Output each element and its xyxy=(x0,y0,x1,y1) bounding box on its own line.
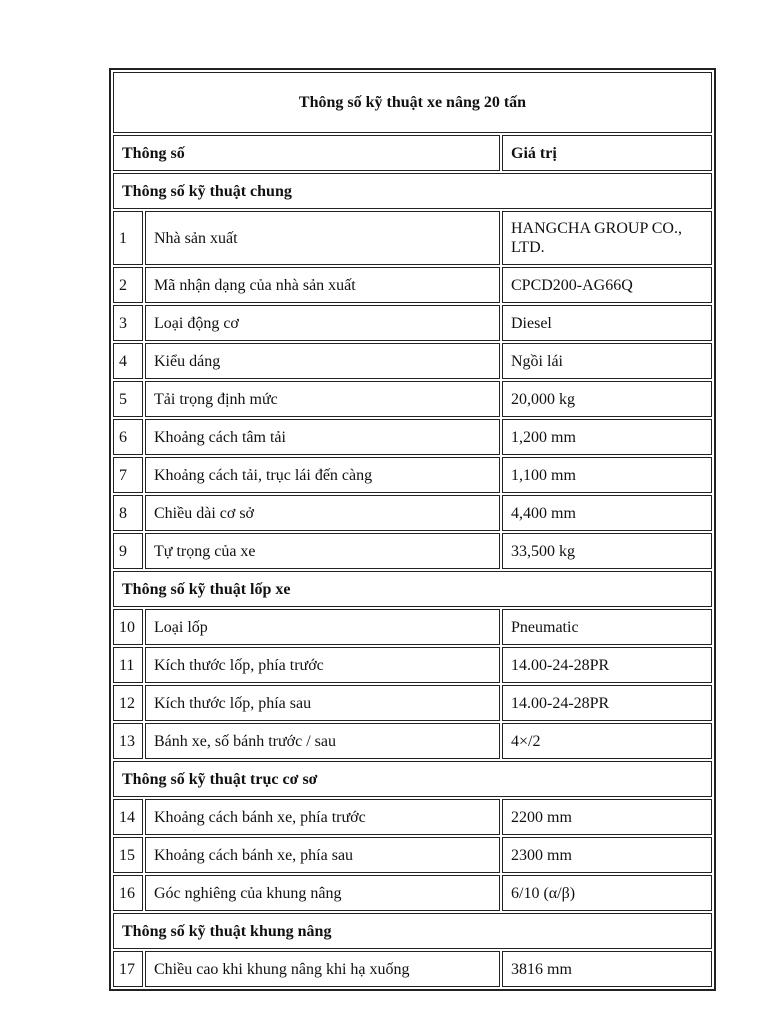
row-number: 8 xyxy=(113,495,143,531)
row-param-name: Tự trọng của xe xyxy=(145,533,500,569)
row-param-value: 33,500 kg xyxy=(502,533,712,569)
row-param-value: 2200 mm xyxy=(502,799,712,835)
row-number: 13 xyxy=(113,723,143,759)
row-param-value: 14.00-24-28PR xyxy=(502,685,712,721)
table-row xyxy=(113,837,712,873)
row-param-value: Pneumatic xyxy=(502,609,712,645)
row-number: 14 xyxy=(113,799,143,835)
row-param-value: 4,400 mm xyxy=(502,495,712,531)
row-param-value: 6/10 (α/β) xyxy=(502,875,712,911)
spec-table xyxy=(109,68,716,991)
row-param-value: 1,200 mm xyxy=(502,419,712,455)
row-number: 17 xyxy=(113,951,143,987)
section-heading: Thông số kỹ thuật chung xyxy=(113,173,712,209)
row-param-value: 1,100 mm xyxy=(502,457,712,493)
row-number: 6 xyxy=(113,419,143,455)
row-number: 1 xyxy=(113,211,143,265)
section-heading: Thông số kỹ thuật trục cơ sơ xyxy=(113,761,712,797)
row-param-name: Kiểu dáng xyxy=(145,343,500,379)
row-param-name: Chiều dài cơ sở xyxy=(145,495,500,531)
title-row xyxy=(113,72,712,133)
document-title: Thông số kỹ thuật xe nâng 20 tấn xyxy=(113,72,712,133)
row-param-value: 3816 mm xyxy=(502,951,712,987)
table-row xyxy=(113,211,712,265)
row-param-value: Diesel xyxy=(502,305,712,341)
section-heading: Thông số kỹ thuật lốp xe xyxy=(113,571,712,607)
section-row xyxy=(113,173,712,209)
row-number: 5 xyxy=(113,381,143,417)
row-param-value: 2300 mm xyxy=(502,837,712,873)
row-number: 2 xyxy=(113,267,143,303)
table-row xyxy=(113,647,712,683)
row-param-value: 14.00-24-28PR xyxy=(502,647,712,683)
row-param-name: Khoảng cách tâm tải xyxy=(145,419,500,455)
row-param-name: Khoảng cách bánh xe, phía trước xyxy=(145,799,500,835)
table-row xyxy=(113,495,712,531)
section-heading: Thông số kỹ thuật khung nâng xyxy=(113,913,712,949)
table-row xyxy=(113,267,712,303)
table-row xyxy=(113,343,712,379)
row-param-name: Loại động cơ xyxy=(145,305,500,341)
row-param-name: Nhà sản xuất xyxy=(145,211,500,265)
row-param-name: Bánh xe, số bánh trước / sau xyxy=(145,723,500,759)
row-number: 12 xyxy=(113,685,143,721)
row-number: 15 xyxy=(113,837,143,873)
row-param-name: Kích thước lốp, phía trước xyxy=(145,647,500,683)
row-number: 16 xyxy=(113,875,143,911)
table-row xyxy=(113,951,712,987)
row-param-name: Mã nhận dạng của nhà sản xuất xyxy=(145,267,500,303)
row-param-value: Ngồi lái xyxy=(502,343,712,379)
row-param-name: Chiều cao khi khung nâng khi hạ xuống xyxy=(145,951,500,987)
row-param-value: 4×/2 xyxy=(502,723,712,759)
row-param-name: Khoảng cách tải, trục lái đến càng xyxy=(145,457,500,493)
table-row xyxy=(113,457,712,493)
row-number: 10 xyxy=(113,609,143,645)
row-param-value: 20,000 kg xyxy=(502,381,712,417)
row-number: 3 xyxy=(113,305,143,341)
table-row xyxy=(113,875,712,911)
header-value: Giá trị xyxy=(502,135,712,171)
table-row xyxy=(113,305,712,341)
section-row xyxy=(113,913,712,949)
row-param-name: Tải trọng định mức xyxy=(145,381,500,417)
table-row xyxy=(113,799,712,835)
section-row xyxy=(113,571,712,607)
header-row xyxy=(113,135,712,171)
row-param-name: Loại lốp xyxy=(145,609,500,645)
table-row xyxy=(113,533,712,569)
row-number: 7 xyxy=(113,457,143,493)
row-param-value: HANGCHA GROUP CO., LTD. xyxy=(502,211,712,265)
row-param-name: Khoảng cách bánh xe, phía sau xyxy=(145,837,500,873)
spec-document xyxy=(109,68,716,978)
table-row xyxy=(113,723,712,759)
table-row xyxy=(113,609,712,645)
row-number: 9 xyxy=(113,533,143,569)
section-row xyxy=(113,761,712,797)
row-param-value: CPCD200-AG66Q xyxy=(502,267,712,303)
table-row xyxy=(113,381,712,417)
row-param-name: Kích thước lốp, phía sau xyxy=(145,685,500,721)
table-row xyxy=(113,685,712,721)
row-param-name: Góc nghiêng của khung nâng xyxy=(145,875,500,911)
table-row xyxy=(113,419,712,455)
header-param: Thông số xyxy=(113,135,500,171)
row-number: 4 xyxy=(113,343,143,379)
row-number: 11 xyxy=(113,647,143,683)
